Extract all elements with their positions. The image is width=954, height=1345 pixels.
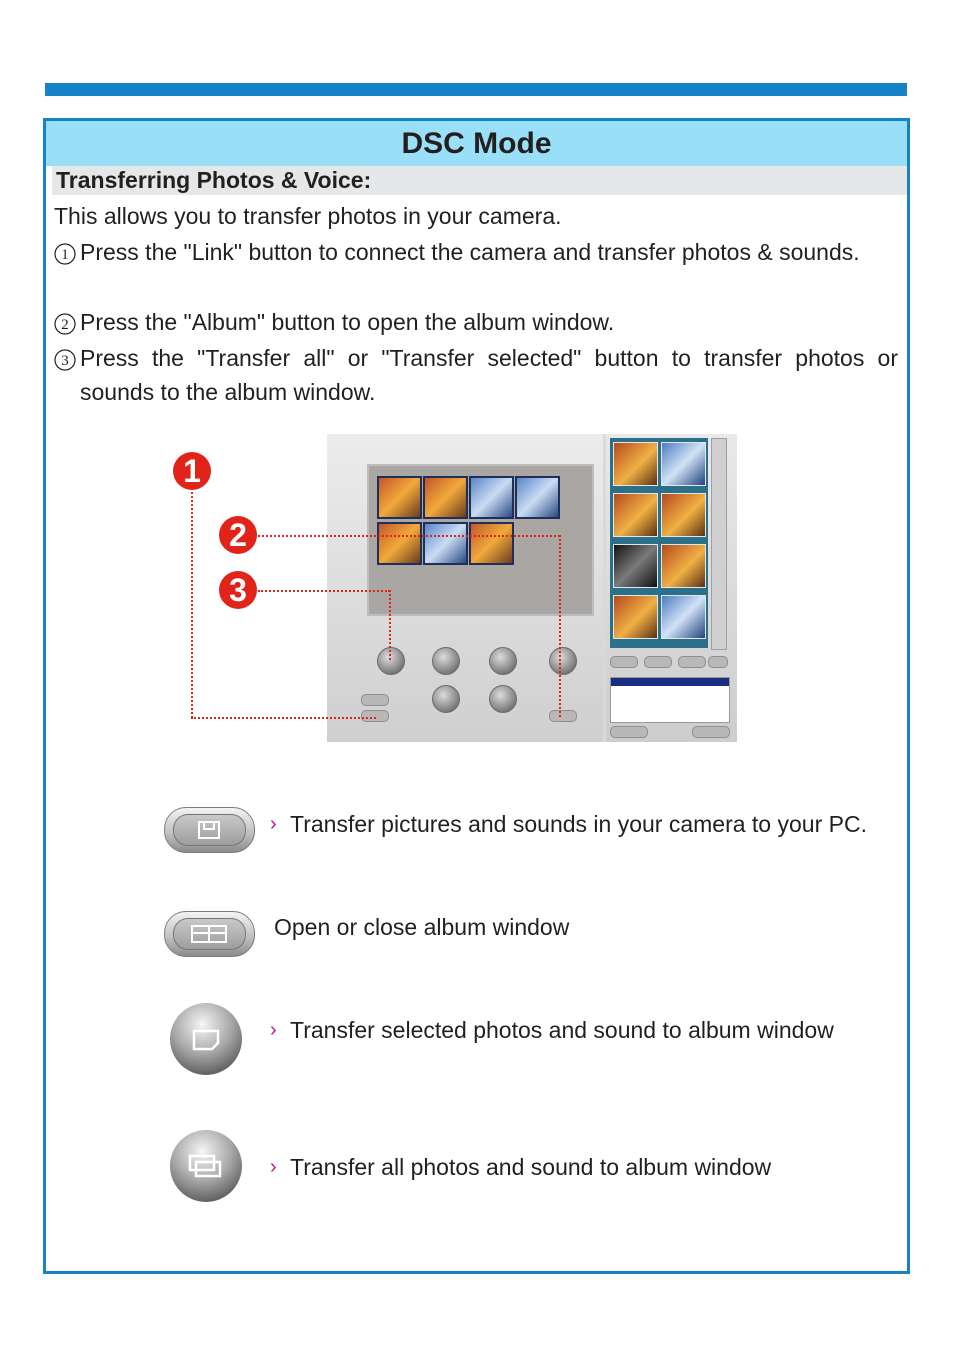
album-thumbnail: [613, 595, 658, 639]
content-frame: [43, 118, 910, 1274]
round-button[interactable]: [432, 647, 460, 675]
bullet-3: ›: [270, 1019, 277, 1041]
leader-line-3: [258, 590, 390, 592]
album-file-list[interactable]: [610, 677, 730, 723]
bullet-1: ›: [270, 813, 277, 835]
round-button[interactable]: [489, 647, 517, 675]
callout-2: 2: [219, 516, 257, 554]
photo-thumbnail: [469, 476, 514, 519]
round-button[interactable]: [549, 647, 577, 675]
album-bottom-button[interactable]: [610, 726, 648, 738]
step-3-text: Press the "Transfer all" or "Transfer selected" button to transfer photos or sounds to the album window.: [80, 345, 898, 405]
leader-line-1: [191, 717, 376, 719]
selected-file-row[interactable]: [611, 678, 729, 686]
album-button-icon: [164, 911, 255, 957]
album-control-button[interactable]: [678, 656, 706, 668]
title-band: [46, 121, 907, 166]
link-button[interactable]: [361, 710, 389, 722]
svg-text:1: 1: [61, 247, 69, 263]
leader-line-2: [559, 535, 561, 717]
step-1-number-icon: [54, 243, 76, 265]
top-rule: [45, 83, 907, 96]
step-3-number-icon: [54, 349, 76, 371]
svg-text:3: 3: [61, 353, 69, 369]
legend-4-text: Transfer all photos and sound to album window: [290, 1154, 772, 1180]
photo-thumbnail: [515, 476, 560, 519]
album-bottom-button[interactable]: [692, 726, 730, 738]
album-thumbnail: [613, 493, 658, 537]
step-2-text: Press the "Album" button to open the album window.: [80, 309, 615, 335]
photo-thumbnail: [423, 476, 468, 519]
legend-1-text: Transfer pictures and sounds in your camera to your PC.: [290, 811, 867, 837]
album-window: [606, 434, 737, 742]
transfer-all-button-icon: [170, 1130, 242, 1202]
photo-thumbnail: [377, 522, 422, 565]
photo-thumbnail: [423, 522, 468, 565]
app-screenshot: [327, 434, 737, 742]
transfer-selected-button-icon: [170, 1003, 242, 1075]
link-button-icon: [164, 807, 255, 853]
round-button[interactable]: [432, 685, 460, 713]
legend-2-text: Open or close album window: [274, 914, 570, 940]
album-thumbnail: [613, 544, 658, 588]
album-thumbnail-list: [610, 438, 708, 648]
album-thumbnail: [661, 544, 706, 588]
legend-3-text: Transfer selected photos and sound to album window: [290, 1017, 834, 1043]
leader-line-1: [191, 492, 193, 718]
album-control-button[interactable]: [610, 656, 638, 668]
step-2-number-icon: [54, 313, 76, 335]
transfer-selected-button[interactable]: [377, 647, 405, 675]
album-thumbnail: [661, 595, 706, 639]
album-thumbnail: [661, 493, 706, 537]
small-button[interactable]: [549, 710, 577, 722]
callout-3: 3: [219, 571, 257, 609]
album-button[interactable]: [361, 694, 389, 706]
leader-line-3: [389, 590, 391, 660]
photo-thumbnail: [377, 476, 422, 519]
section-subtitle: Transferring Photos & Voice:: [56, 167, 372, 193]
album-control-button[interactable]: [644, 656, 672, 668]
photo-thumbnail: [469, 522, 514, 565]
album-thumbnail: [661, 442, 706, 486]
album-thumbnail: [613, 442, 658, 486]
callout-1: 1: [173, 452, 211, 490]
step-1-text: Press the "Link" button to connect the camera and transfer photos & sounds.: [80, 239, 860, 265]
subtitle-band: [52, 166, 907, 195]
album-scrollbar[interactable]: [711, 438, 727, 650]
page-title: DSC Mode: [401, 127, 552, 160]
camera-panel: [327, 434, 603, 742]
bullet-4: ›: [270, 1156, 277, 1178]
leader-line-2: [258, 535, 560, 537]
album-control-button[interactable]: [708, 656, 728, 668]
transfer-all-button[interactable]: [489, 685, 517, 713]
intro-text: This allows you to transfer photos in your camera.: [54, 203, 562, 229]
svg-text:2: 2: [61, 317, 69, 333]
